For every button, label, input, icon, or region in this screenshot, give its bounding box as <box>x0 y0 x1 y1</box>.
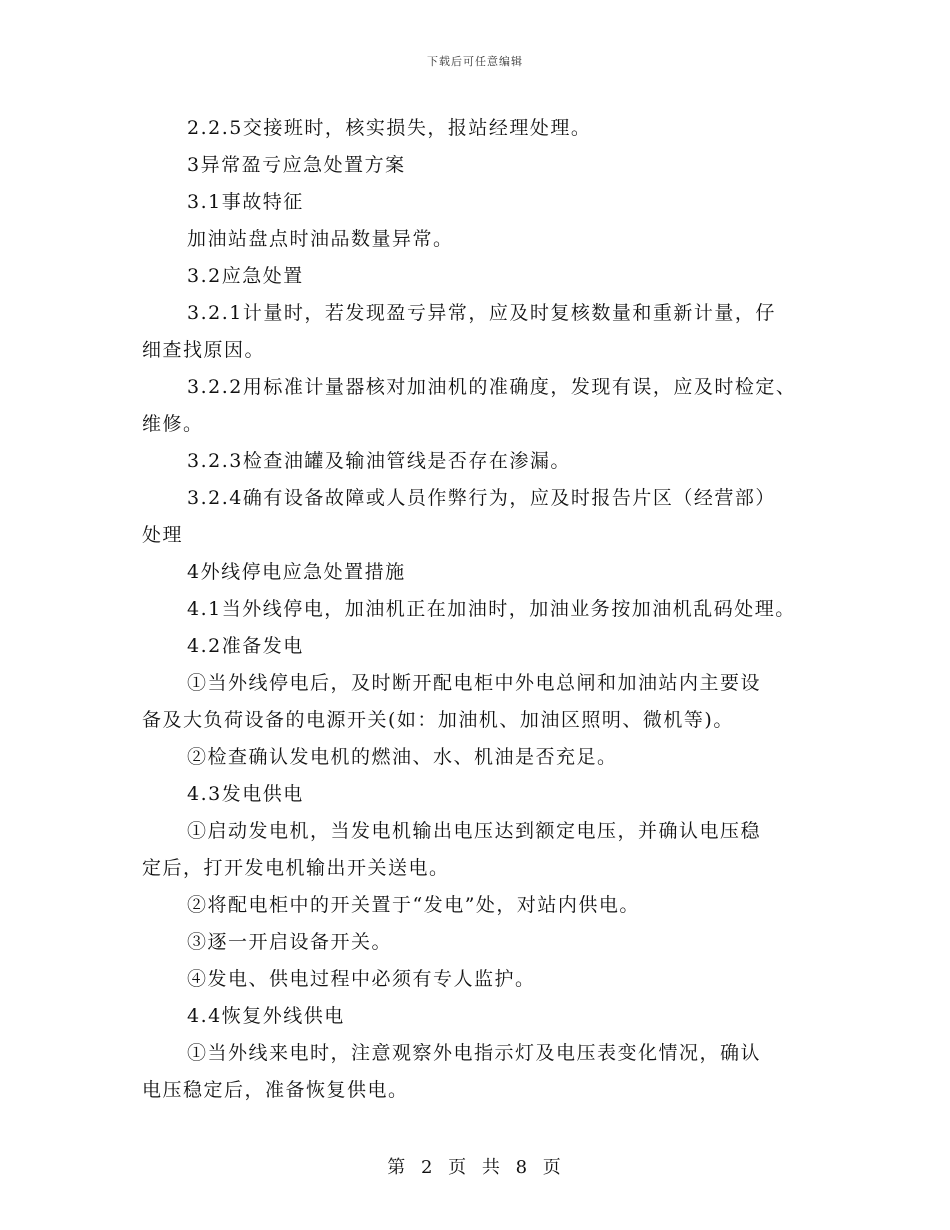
paragraph-line: ①启动发电机，当发电机输出电压达到额定电压，并确认电压稳 <box>187 820 762 842</box>
paragraph-line: ①当外线停电后，及时断开配电柜中外电总闸和加油站内主要设 <box>187 672 762 694</box>
paragraph-line: 3.2.3检查油罐及输油管线是否存在渗漏。 <box>187 450 571 472</box>
paragraph-continuation: 维修。 <box>142 413 204 435</box>
subsection-heading: 4.2准备发电 <box>187 635 304 657</box>
paragraph-line: ②将配电柜中的开关置于“发电”处，对站内供电。 <box>187 894 640 916</box>
page-number-footer: 第 2 页 共 8 页 <box>387 1157 563 1178</box>
paragraph-line: ②检查确认发电机的燃油、水、机油是否充足。 <box>187 746 618 768</box>
paragraph-line: 3.2.1计量时，若发现盈亏异常，应及时复核数量和重新计量，仔 <box>187 302 776 324</box>
paragraph-line: 加油站盘点时油品数量异常。 <box>187 228 454 250</box>
subsection-heading: 4.3发电供电 <box>187 783 304 805</box>
section-heading: 3异常盈亏应急处置方案 <box>187 154 406 176</box>
paragraph-continuation: 定后，打开发电机输出开关送电。 <box>142 857 450 879</box>
page-header: 下载后可任意编辑 <box>427 55 523 68</box>
subsection-heading: 4.4恢复外线供电 <box>187 1005 345 1027</box>
paragraph-line: 4.1当外线停电，加油机正在加油时，加油业务按加油机乱码处理。 <box>187 598 796 620</box>
paragraph-line: 3.2.4确有设备故障或人员作弊行为，应及时报告片区（经营部） <box>187 487 776 509</box>
paragraph-line: 3.2.2用标准计量器核对加油机的准确度，发现有误，应及时检定、 <box>187 376 797 398</box>
subsection-heading: 3.1事故特征 <box>187 191 304 213</box>
paragraph-line: 2.2.5交接班时，核实损失，报站经理处理。 <box>187 117 592 139</box>
paragraph-line: ③逐一开启设备开关。 <box>187 931 393 953</box>
paragraph-line: ①当外线来电时，注意观察外电指示灯及电压表变化情况，确认 <box>187 1042 762 1064</box>
paragraph-continuation: 细查找原因。 <box>142 339 266 361</box>
paragraph-line: ④发电、供电过程中必须有专人监护。 <box>187 968 536 990</box>
document-body <box>142 110 832 1109</box>
subsection-heading: 3.2应急处置 <box>187 265 304 287</box>
paragraph-continuation: 电压稳定后，准备恢复供电。 <box>142 1079 409 1101</box>
section-heading: 4外线停电应急处置措施 <box>187 561 406 583</box>
paragraph-continuation: 备及大负荷设备的电源开关(如：加油机、加油区照明、微机等)。 <box>142 709 734 731</box>
paragraph-continuation: 处理 <box>142 524 184 546</box>
